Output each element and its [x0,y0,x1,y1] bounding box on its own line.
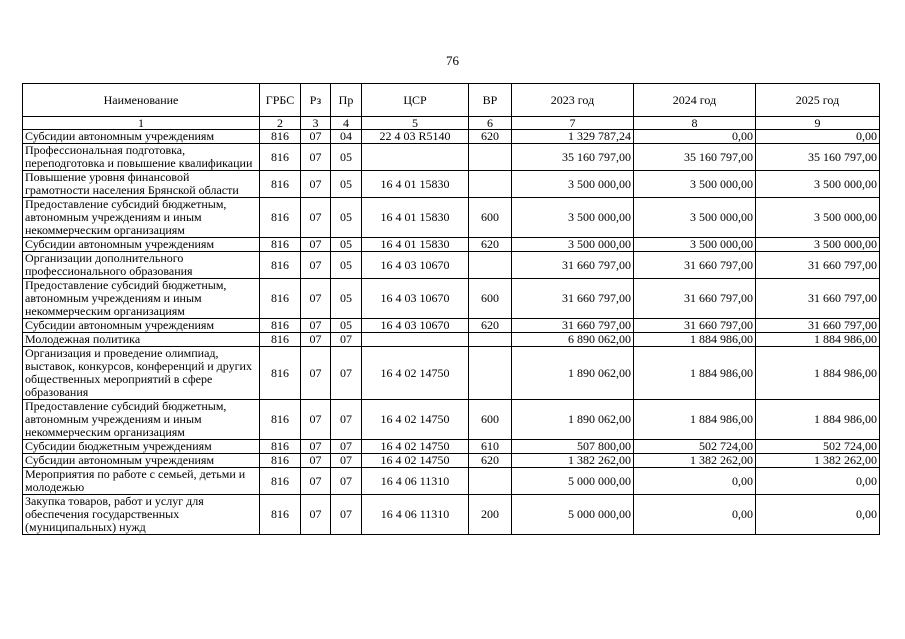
table-row [23,279,880,319]
row-vr: 600 [469,198,512,238]
table-row [23,171,880,198]
row-name: Субсидии бюджетным учреждениям [23,440,260,454]
header-csr: ЦСР [362,84,469,117]
row-vr [469,171,512,198]
row-2024: 1 884 986,00 [634,400,756,440]
row-csr: 16 4 03 10670 [362,319,469,333]
row-2024: 0,00 [634,130,756,144]
row-rz: 07 [301,171,331,198]
header-2024: 2024 год [634,84,756,117]
row-2024: 31 660 797,00 [634,252,756,279]
row-csr [362,144,469,171]
row-name: Повышение уровня финансовой грамотности населения Брянской области [23,171,260,198]
row-csr: 16 4 02 14750 [362,347,469,400]
header-grbs: ГРБС [260,84,301,117]
row-pr: 07 [331,454,362,468]
row-pr: 05 [331,171,362,198]
row-2024: 31 660 797,00 [634,319,756,333]
row-2023: 3 500 000,00 [512,171,634,198]
header-pr: Пр [331,84,362,117]
row-vr: 600 [469,279,512,319]
row-rz: 07 [301,279,331,319]
table-row [23,468,880,495]
row-name: Субсидии автономным учреждениям [23,319,260,333]
row-pr: 04 [331,130,362,144]
row-grbs: 816 [260,468,301,495]
row-grbs: 816 [260,238,301,252]
row-grbs: 816 [260,454,301,468]
column-number: 1 [23,117,260,130]
table-row [23,238,880,252]
row-rz: 07 [301,198,331,238]
row-csr: 16 4 03 10670 [362,252,469,279]
row-grbs: 816 [260,279,301,319]
row-vr: 600 [469,400,512,440]
row-grbs: 816 [260,495,301,535]
row-name: Профессиональная подготовка, переподготовка и повышение квалификации [23,144,260,171]
table-row [23,319,880,333]
row-pr: 05 [331,319,362,333]
row-2025: 1 884 986,00 [756,347,880,400]
row-vr: 620 [469,319,512,333]
row-name: Субсидии автономным учреждениям [23,454,260,468]
row-csr: 16 4 02 14750 [362,440,469,454]
row-pr: 05 [331,252,362,279]
row-grbs: 816 [260,347,301,400]
header-name: Наименование [23,84,260,117]
row-pr: 05 [331,198,362,238]
row-csr: 16 4 02 14750 [362,400,469,440]
row-2025: 0,00 [756,495,880,535]
row-name: Предоставление субсидий бюджетным, автономным учреждениям и иным некоммерческим организациям [23,198,260,238]
row-2023: 3 500 000,00 [512,238,634,252]
budget-table [22,83,880,535]
row-pr: 07 [331,495,362,535]
table-row [23,495,880,535]
row-rz: 07 [301,238,331,252]
row-grbs: 816 [260,130,301,144]
row-2025: 1 382 262,00 [756,454,880,468]
row-csr: 16 4 01 15830 [362,238,469,252]
header-vr: ВР [469,84,512,117]
column-number: 6 [469,117,512,130]
row-2023: 5 000 000,00 [512,468,634,495]
row-vr [469,347,512,400]
row-csr: 16 4 03 10670 [362,279,469,319]
column-number: 7 [512,117,634,130]
row-rz: 07 [301,252,331,279]
column-number-row [23,117,880,130]
row-csr: 22 4 03 R5140 [362,130,469,144]
column-number: 3 [301,117,331,130]
row-rz: 07 [301,440,331,454]
row-pr: 05 [331,238,362,252]
row-csr: 16 4 06 11310 [362,468,469,495]
row-2024: 0,00 [634,468,756,495]
table-body [23,130,880,535]
row-2025: 0,00 [756,130,880,144]
row-name: Закупка товаров, работ и услуг для обеспечения государственных (муниципальных) нужд [23,495,260,535]
row-vr: 620 [469,238,512,252]
row-vr [469,252,512,279]
page-number: 76 [446,53,459,68]
row-2024: 1 884 986,00 [634,333,756,347]
row-vr: 610 [469,440,512,454]
table-row [23,400,880,440]
row-2025: 31 660 797,00 [756,319,880,333]
row-2024: 502 724,00 [634,440,756,454]
row-name: Субсидии автономным учреждениям [23,130,260,144]
column-number: 5 [362,117,469,130]
row-rz: 07 [301,495,331,535]
row-pr: 07 [331,440,362,454]
row-csr: 16 4 01 15830 [362,198,469,238]
row-name: Субсидии автономным учреждениям [23,238,260,252]
row-2023: 31 660 797,00 [512,319,634,333]
row-2023: 1 329 787,24 [512,130,634,144]
row-grbs: 816 [260,198,301,238]
row-2023: 1 890 062,00 [512,347,634,400]
row-csr: 16 4 01 15830 [362,171,469,198]
row-2024: 35 160 797,00 [634,144,756,171]
row-2024: 3 500 000,00 [634,171,756,198]
row-vr: 620 [469,130,512,144]
row-vr: 200 [469,495,512,535]
row-2024: 1 884 986,00 [634,347,756,400]
row-2024: 3 500 000,00 [634,198,756,238]
row-name: Мероприятия по работе с семьей, детьми и молодежью [23,468,260,495]
row-grbs: 816 [260,171,301,198]
row-2025: 35 160 797,00 [756,144,880,171]
row-2025: 1 884 986,00 [756,333,880,347]
row-name: Молодежная политика [23,333,260,347]
row-2025: 502 724,00 [756,440,880,454]
row-rz: 07 [301,454,331,468]
row-rz: 07 [301,144,331,171]
row-name: Организация и проведение олимпиад, выставок, конкурсов, конференций и других общественных мероприятий в сфере образования [23,347,260,400]
row-grbs: 816 [260,252,301,279]
row-name: Предоставление субсидий бюджетным, автономным учреждениям и иным некоммерческим организациям [23,279,260,319]
row-csr: 16 4 06 11310 [362,495,469,535]
header-2023: 2023 год [512,84,634,117]
table-row [23,347,880,400]
row-2023: 5 000 000,00 [512,495,634,535]
row-grbs: 816 [260,440,301,454]
row-2023: 31 660 797,00 [512,279,634,319]
row-csr: 16 4 02 14750 [362,454,469,468]
column-number: 2 [260,117,301,130]
row-2025: 31 660 797,00 [756,279,880,319]
row-rz: 07 [301,319,331,333]
row-rz: 07 [301,468,331,495]
column-number: 4 [331,117,362,130]
table-row [23,130,880,144]
row-grbs: 816 [260,333,301,347]
row-pr: 05 [331,144,362,171]
row-2024: 1 382 262,00 [634,454,756,468]
row-2023: 31 660 797,00 [512,252,634,279]
column-number: 9 [756,117,880,130]
row-rz: 07 [301,347,331,400]
row-2025: 3 500 000,00 [756,171,880,198]
row-2024: 3 500 000,00 [634,238,756,252]
row-pr: 07 [331,347,362,400]
row-pr: 07 [331,468,362,495]
row-2025: 3 500 000,00 [756,198,880,238]
row-name: Организации дополнительного профессионального образования [23,252,260,279]
row-grbs: 816 [260,144,301,171]
table-row [23,440,880,454]
row-grbs: 816 [260,319,301,333]
table-row [23,252,880,279]
row-vr: 620 [469,454,512,468]
row-2025: 1 884 986,00 [756,400,880,440]
row-vr [469,333,512,347]
row-pr: 07 [331,400,362,440]
row-rz: 07 [301,333,331,347]
row-vr [469,468,512,495]
row-2023: 3 500 000,00 [512,198,634,238]
row-2023: 507 800,00 [512,440,634,454]
row-vr [469,144,512,171]
table-row [23,454,880,468]
row-csr [362,333,469,347]
row-2025: 3 500 000,00 [756,238,880,252]
row-pr: 05 [331,279,362,319]
row-2025: 31 660 797,00 [756,252,880,279]
header-rz: Рз [301,84,331,117]
header-row [23,84,880,117]
table-row [23,144,880,171]
table-row [23,333,880,347]
row-2024: 0,00 [634,495,756,535]
row-2023: 35 160 797,00 [512,144,634,171]
column-number: 8 [634,117,756,130]
table-row [23,198,880,238]
row-2025: 0,00 [756,468,880,495]
row-rz: 07 [301,400,331,440]
row-grbs: 816 [260,400,301,440]
row-2023: 1 382 262,00 [512,454,634,468]
row-2023: 1 890 062,00 [512,400,634,440]
row-2023: 6 890 062,00 [512,333,634,347]
row-rz: 07 [301,130,331,144]
row-name: Предоставление субсидий бюджетным, автономным учреждениям и иным некоммерческим организациям [23,400,260,440]
row-pr: 07 [331,333,362,347]
header-2025: 2025 год [756,84,880,117]
row-2024: 31 660 797,00 [634,279,756,319]
